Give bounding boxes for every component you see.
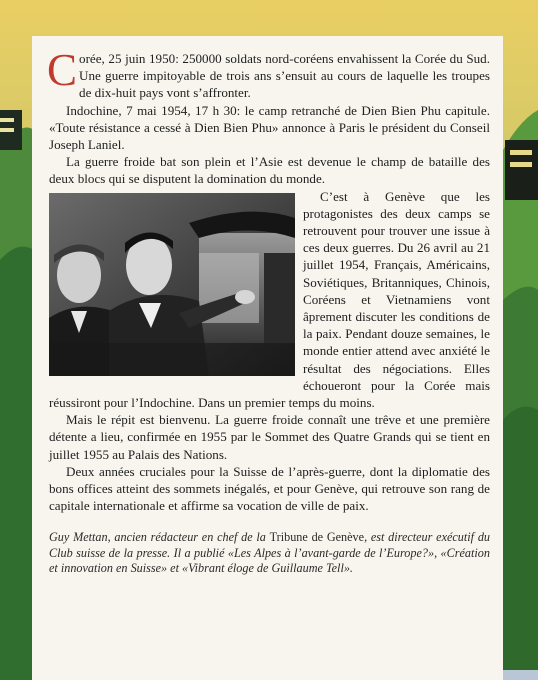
drop-cap: C [47,45,78,95]
bio-newspaper: Tribune de Genève [269,530,365,545]
paragraph-switzerland: Deux années cruciales pour la Suisse de l’après-guerre, dont la diplomatie des bons offices atteint des sommets inégalés, et pour Genève, qui retrouve son rang de capitale internationale et affirme sa vocation de ville de paix. [49,463,490,514]
paragraph-indochina: Indochine, 7 mai 1954, 17 h 30: le camp retranché de Dien Bien Phu capitule. «Toute résistance a cessé à Dien Bien Phu» annonce à Paris le président du Conseil Joseph Laniel. [49,102,490,153]
author-bio [49,530,490,576]
photo-image [49,193,295,376]
paragraph-korea [47,45,490,102]
paragraph-geneva-conference: C’est à Genève que les protagonistes des deux camps se retrouvent pour trouver une issue à ces deux guerres. Du 26 avril au 21 juillet 1954, Français, Américains, Soviétiques, Britanniques, Chinois, Coréens et Vietnamiens vont âprement discuter les conditions de la paix. Pendant douze semaines, le monde entier attend avec anxiété le résultat des négociations. Elles échoueront pour la Corée mais réussiront pour l’Indochine. Dans un premier temps du moins. [49,188,490,411]
paragraph-korea-text: orée, 25 juin 1950: 250000 soldats nord-coréens envahissent la Corée du Sud. Une guerre impitoyable de trois ans s’ensuit au cours de laquelle les troupes de dix-huit pays vont s’affronter. [79,51,490,101]
article-panel [32,36,503,680]
bio-text-1: Guy Mettan, ancien rédacteur en chef de la [49,530,270,545]
bio-text-2: , est directeur exécutif du Club suisse de la presse. Il a publié «Les Alpes à l’avant-garde de l’Europe?», «Création et innovation en Suisse» et «Vibrant éloge de Guillaume Tell». [49,530,491,576]
paragraph-respite: Mais le répit est bienvenu. La guerre froide connaît une trêve et une première détente a lieu, confirmée en 1955 par le Sommet des Quatre Grands qui se tient en juillet 1955 au Palais des Nations. [49,412,490,462]
paragraph-cold-war: La guerre froide bat son plein et l’Asie est devenue le champ de bataille des deux blocs qui se disputent la domination du monde. [49,154,490,187]
photo-delegates [49,193,295,376]
